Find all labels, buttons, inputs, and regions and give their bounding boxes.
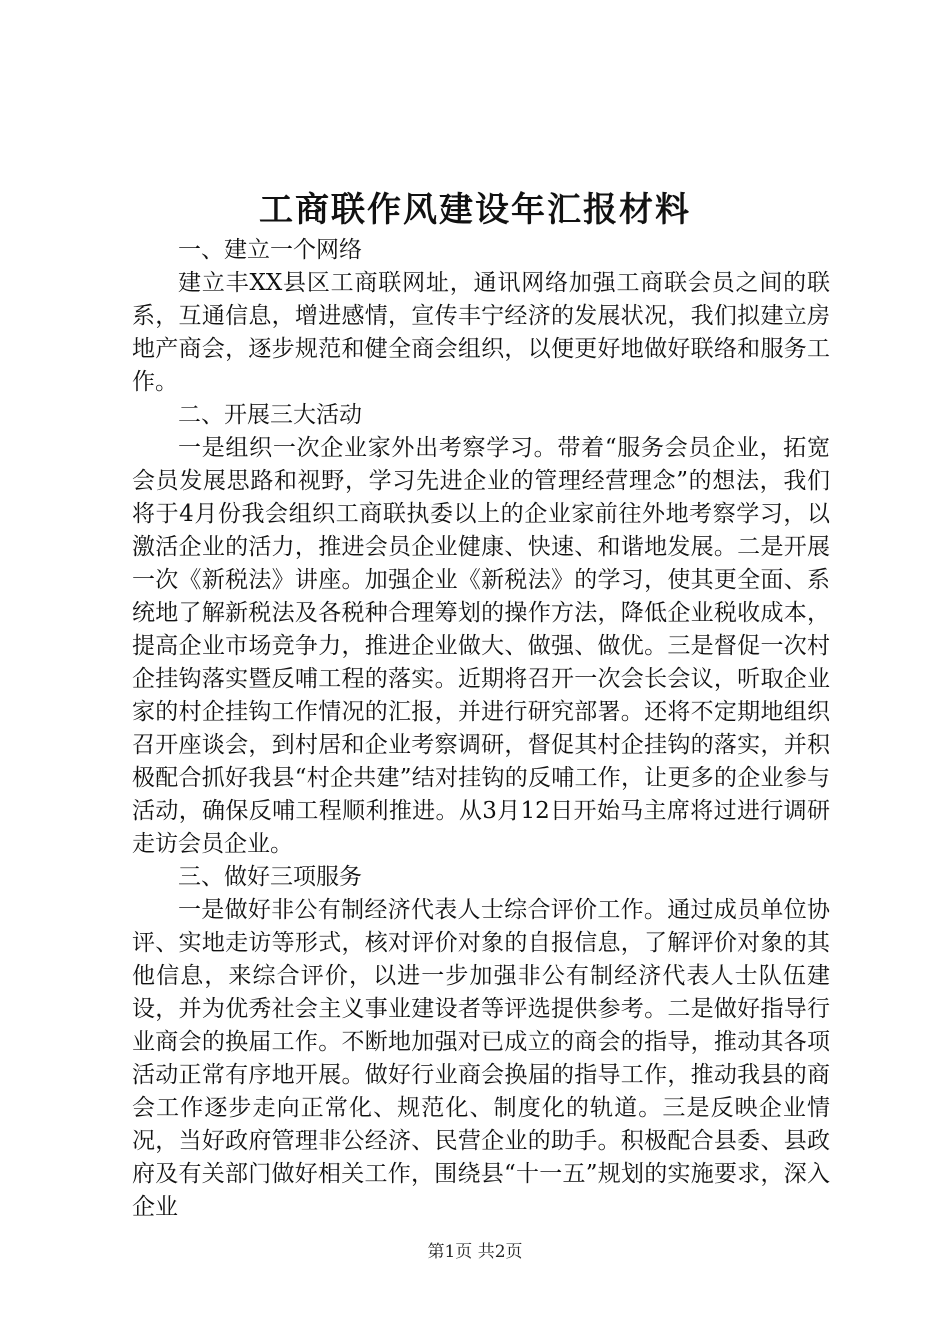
section-heading: 二、开展三大活动 [178, 402, 362, 428]
body-paragraph: 一是做好非公有制经济代表人士综合评价工作。通过成员单位协评、实地走访等形式，核对评价对象的自报信息，了解评价对象的其他信息，来综合评价，以进一步加强非公有制经济代表人士队伍建设，并为优秀社会主义事业建设者等评选提供参考。二是做好指导行业商会的换届工作。不断地加强对已成立的商会的指导，推动其各项活动正常有序地开展。做好行业商会换届的指导工作，推动我县的商会工作逐步走向正常化、规范化、制度化的轨道。三是反映企业情况，当好政府管理非公经济、民营企业的助手。积极配合县委、县政府及有关部门做好相关工作，围绕县“十一五”规划的实施要求，深入企业 [132, 897, 830, 1220]
document-title: 工商联作风建设年汇报材料 [259, 190, 691, 230]
document-body [132, 234, 830, 1224]
body-paragraph: 一是组织一次企业家外出考察学习。带着“服务会员企业，拓宽会员发展思路和视野，学习先进企业的管理经营理念”的想法，我们将于4月份我会组织工商联执委以上的企业家前往外地考察学习，以激活企业的活力，推进会员企业健康、快速、和谐地发展。二是开展一次《新税法》讲座。加强企业《新税法》的学习，使其更全面、系统地了解新税法及各税种合理筹划的操作方法，降低企业税收成本，提高企业市场竞争力，推进企业做大、做强、做优。三是督促一次村企挂钩落实暨反哺工程的落实。近期将召开一次会长会议，听取企业家的村企挂钩工作情况的汇报，并进行研究部署。还将不定期地组织召开座谈会，到村居和企业考察调研，督促其村企挂钩的落实，并积极配合抓好我县“村企共建”结对挂钩的反哺工作，让更多的企业参与活动，确保反哺工程顺利推进。从3月12日开始马主席将过进行调研走访会员企业。 [132, 435, 830, 857]
section-heading: 一、建立一个网络 [178, 237, 362, 263]
body-paragraph: 建立丰XX县区工商联网址，通讯网络加强工商联会员之间的联系，互通信息，增进感情，宣传丰宁经济的发展状况，我们拟建立房地产商会，逐步规范和健全商会组织，以便更好地做好联络和服务工作。 [132, 270, 830, 395]
section-heading: 三、做好三项服务 [178, 864, 362, 890]
page-footer: 第1页 共2页 [427, 1242, 523, 1262]
